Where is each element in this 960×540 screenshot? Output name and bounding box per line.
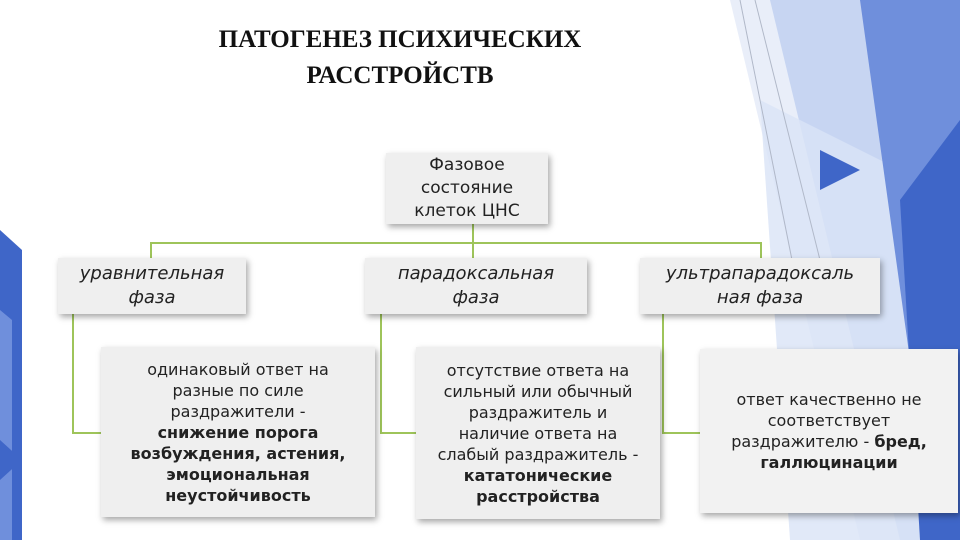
description-line: отсутствие ответа на xyxy=(446,360,630,380)
slide-title xyxy=(150,22,650,94)
phase-label: парадоксальная xyxy=(397,263,555,284)
description-line: одинаковый ответ на xyxy=(147,359,329,379)
description-line: соответствует xyxy=(767,411,891,430)
description-equalizing xyxy=(101,347,375,517)
connector-phase-2-horizontal xyxy=(380,432,417,434)
connector-phase-3-vertical xyxy=(662,312,664,434)
phase-label: фаза xyxy=(128,287,176,308)
description-line-bold: расстройства xyxy=(476,486,600,506)
phase-node-ultraparadoxical xyxy=(640,258,880,314)
description-line: сильный или обычный xyxy=(443,381,633,401)
root-line: Фазовое xyxy=(429,155,505,175)
description-line-bold: возбуждения, астения, xyxy=(130,443,346,463)
description-line: наличие ответа на xyxy=(458,423,618,443)
description-line: раздражители - xyxy=(170,401,306,421)
connector-phase-1-vertical xyxy=(72,312,74,434)
description-line: разные по силе xyxy=(172,380,304,400)
description-line-bold: эмоциональная xyxy=(166,464,310,484)
root-line: состояние xyxy=(420,178,514,198)
description-line-bold: неустойчивость xyxy=(165,485,311,505)
title-line-2: РАССТРОЙСТВ xyxy=(306,62,494,89)
description-line: ответ качественно не xyxy=(736,390,922,409)
description-line-bold: кататонические xyxy=(463,465,613,485)
description-line: раздражитель и xyxy=(468,402,608,422)
connector-horizontal xyxy=(150,242,762,244)
description-fragment: раздражителю - xyxy=(731,432,870,451)
description-line-bold: галлюцинации xyxy=(760,453,898,472)
phase-label: уравнительная xyxy=(79,263,225,284)
description-fragment-bold: бред, xyxy=(874,432,927,451)
root-line: клеток ЦНС xyxy=(414,201,520,221)
phase-label: ультрапарадоксаль xyxy=(665,263,855,284)
description-line-bold: снижение порога xyxy=(157,422,319,442)
phase-node-equalizing xyxy=(58,258,246,314)
connector-phase-2-vertical xyxy=(380,312,382,434)
phase-node-paradoxical xyxy=(365,258,587,314)
phase-label: ная фаза xyxy=(716,287,804,308)
connector-root-down xyxy=(472,224,474,244)
description-paradoxical xyxy=(416,347,660,519)
description-line-mixed xyxy=(731,431,927,452)
description-ultraparadoxical xyxy=(700,349,958,513)
title-line-1: ПАТОГЕНЕЗ ПСИХИЧЕСКИХ xyxy=(218,26,582,53)
connector-phase-1-horizontal xyxy=(72,432,102,434)
description-line: слабый раздражитель - xyxy=(437,444,639,464)
root-node-phase-state xyxy=(386,153,548,224)
connector-phase-3-horizontal xyxy=(662,432,701,434)
phase-label: фаза xyxy=(452,287,500,308)
